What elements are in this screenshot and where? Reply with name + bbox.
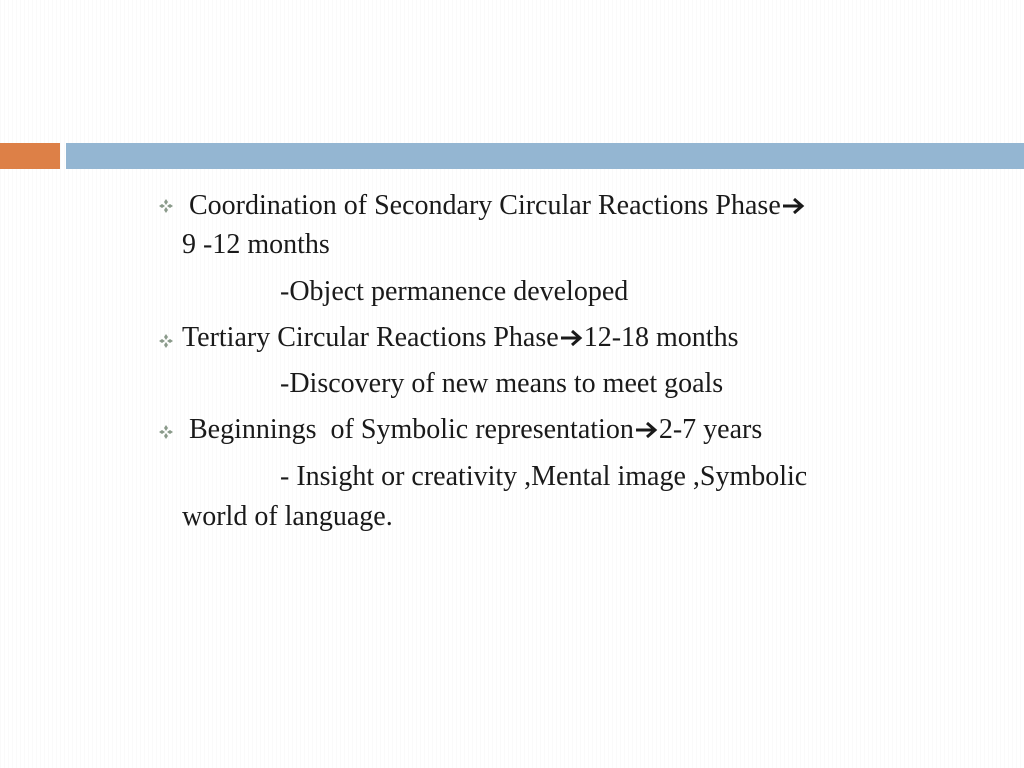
right-arrow-icon (782, 196, 806, 216)
list-item-heading (182, 321, 738, 355)
list-item-detail: -Discovery of new means to meet goals (280, 368, 724, 399)
right-arrow-icon (635, 420, 659, 440)
list-item-detail: - Insight or creativity ,Mental image ,Symbolic (280, 461, 808, 492)
diamond-bullet-icon (158, 198, 174, 214)
list-item-heading-text: Beginnings of Symbolic representation (182, 414, 634, 445)
title-accent-bar-orange (0, 143, 60, 169)
list-item-detail-continuation: world of language. (182, 501, 393, 532)
list-item-heading-range: 12-18 months (583, 322, 739, 353)
diamond-bullet-icon (158, 424, 174, 440)
title-accent-bar-blue (66, 143, 1024, 169)
list-item-heading-range: 2-7 years (658, 414, 763, 445)
right-arrow-icon (560, 328, 584, 348)
list-item-heading-text: Coordination of Secondary Circular Reactions Phase (182, 190, 781, 221)
list-item-heading-text: Tertiary Circular Reactions Phase (182, 322, 559, 353)
diamond-bullet-icon (158, 333, 174, 349)
list-item-detail: -Object permanence developed (280, 276, 629, 307)
list-item-heading (182, 413, 762, 447)
list-item-heading-continuation: 9 -12 months (182, 229, 330, 260)
list-item-heading (182, 189, 806, 223)
